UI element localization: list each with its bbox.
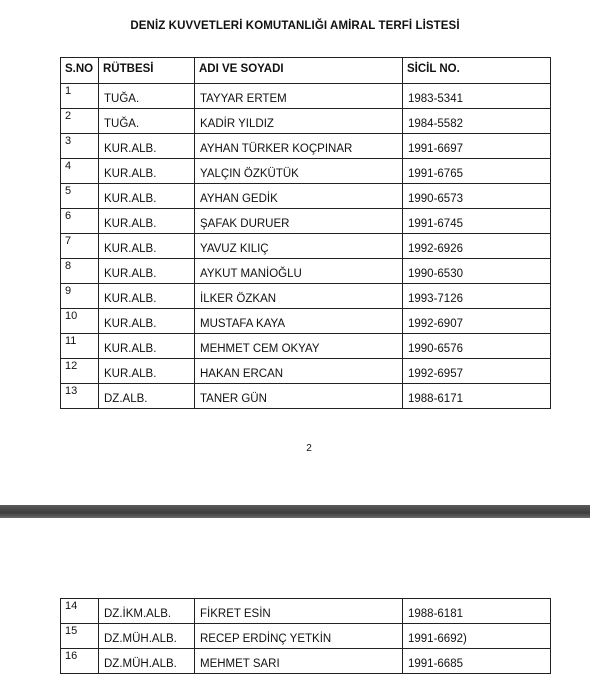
row-number: 3: [61, 134, 99, 159]
row-number: 7: [61, 234, 99, 259]
row-rank: DZ.MÜH.ALB.: [99, 649, 195, 674]
row-rank: KUR.ALB.: [99, 159, 195, 184]
row-number: 6: [61, 209, 99, 234]
row-name: AYKUT MANİOĞLU: [195, 259, 403, 284]
table-row: [61, 384, 551, 409]
row-rank: KUR.ALB.: [99, 234, 195, 259]
row-rank: TUĞA.: [99, 84, 195, 109]
row-rank: TUĞA.: [99, 109, 195, 134]
row-sicil: 1993-7126: [403, 284, 551, 309]
row-rank: KUR.ALB.: [99, 209, 195, 234]
row-number: 10: [61, 309, 99, 334]
row-number: 14: [61, 599, 99, 624]
row-name: ŞAFAK DURUER: [195, 209, 403, 234]
row-sicil: 1983-5341: [403, 84, 551, 109]
table-row: [61, 284, 551, 309]
row-rank: DZ.MÜH.ALB.: [99, 624, 195, 649]
row-number: 2: [61, 109, 99, 134]
row-rank: KUR.ALB.: [99, 259, 195, 284]
row-rank: KUR.ALB.: [99, 284, 195, 309]
row-rank: KUR.ALB.: [99, 334, 195, 359]
row-number: 1: [61, 84, 99, 109]
row-name: MEHMET CEM OKYAY: [195, 334, 403, 359]
row-sicil: 1991-6765: [403, 159, 551, 184]
table-row: [61, 84, 551, 109]
row-rank: KUR.ALB.: [99, 359, 195, 384]
row-name: FİKRET ESİN: [195, 599, 403, 624]
row-sicil: 1988-6181: [403, 599, 551, 624]
row-number: 4: [61, 159, 99, 184]
table-row: [61, 599, 551, 624]
row-name: YALÇIN ÖZKÜTÜK: [195, 159, 403, 184]
row-sicil: 1991-6745: [403, 209, 551, 234]
row-name: TANER GÜN: [195, 384, 403, 409]
table-row: [61, 234, 551, 259]
table-row: [61, 359, 551, 384]
table-row: [61, 334, 551, 359]
table-row: [61, 259, 551, 284]
row-rank: DZ.ALB.: [99, 384, 195, 409]
header-sicil: SİCİL NO.: [403, 58, 551, 84]
row-sicil: 1990-6530: [403, 259, 551, 284]
row-sicil: 1992-6926: [403, 234, 551, 259]
row-name: MUSTAFA KAYA: [195, 309, 403, 334]
table-row: [61, 209, 551, 234]
row-rank: KUR.ALB.: [99, 184, 195, 209]
header-rank: RÜTBESİ: [99, 58, 195, 84]
row-number: 9: [61, 284, 99, 309]
row-number: 15: [61, 624, 99, 649]
row-name: KADİR YILDIZ: [195, 109, 403, 134]
table-row: [61, 109, 551, 134]
row-number: 5: [61, 184, 99, 209]
row-name: İLKER ÖZKAN: [195, 284, 403, 309]
row-number: 12: [61, 359, 99, 384]
row-sicil: 1984-5582: [403, 109, 551, 134]
table-row: [61, 649, 551, 674]
table-row: [61, 309, 551, 334]
row-name: RECEP ERDİNÇ YETKİN: [195, 624, 403, 649]
table-row: [61, 159, 551, 184]
promotion-list-table: [60, 57, 551, 409]
promotion-list-table-continued: [60, 598, 551, 674]
row-number: 11: [61, 334, 99, 359]
row-sicil: 1991-6685: [403, 649, 551, 674]
row-number: 13: [61, 384, 99, 409]
row-sicil: 1992-6957: [403, 359, 551, 384]
row-name: TAYYAR ERTEM: [195, 84, 403, 109]
row-number: 8: [61, 259, 99, 284]
row-rank: KUR.ALB.: [99, 134, 195, 159]
row-rank: DZ.İKM.ALB.: [99, 599, 195, 624]
page-separator: [0, 505, 590, 518]
row-name: MEHMET SARI: [195, 649, 403, 674]
row-number: 16: [61, 649, 99, 674]
row-rank: KUR.ALB.: [99, 309, 195, 334]
table-row: [61, 624, 551, 649]
row-sicil: 1991-6692): [403, 624, 551, 649]
row-sicil: 1991-6697: [403, 134, 551, 159]
table-header-row: [61, 58, 551, 84]
row-sicil: 1992-6907: [403, 309, 551, 334]
table-row: [61, 134, 551, 159]
header-sno: S.NO: [61, 58, 99, 84]
row-sicil: 1988-6171: [403, 384, 551, 409]
document-title: DENİZ KUVVETLERİ KOMUTANLIĞI AMİRAL TERFİ LİSTESİ: [130, 20, 460, 32]
row-name: AYHAN GEDİK: [195, 184, 403, 209]
row-name: HAKAN ERCAN: [195, 359, 403, 384]
row-name: AYHAN TÜRKER KOÇPINAR: [195, 134, 403, 159]
table-row: [61, 184, 551, 209]
row-sicil: 1990-6573: [403, 184, 551, 209]
row-sicil: 1990-6576: [403, 334, 551, 359]
row-name: YAVUZ KILIÇ: [195, 234, 403, 259]
page-number: 2: [306, 443, 312, 454]
header-name: ADI VE SOYADI: [195, 58, 403, 84]
